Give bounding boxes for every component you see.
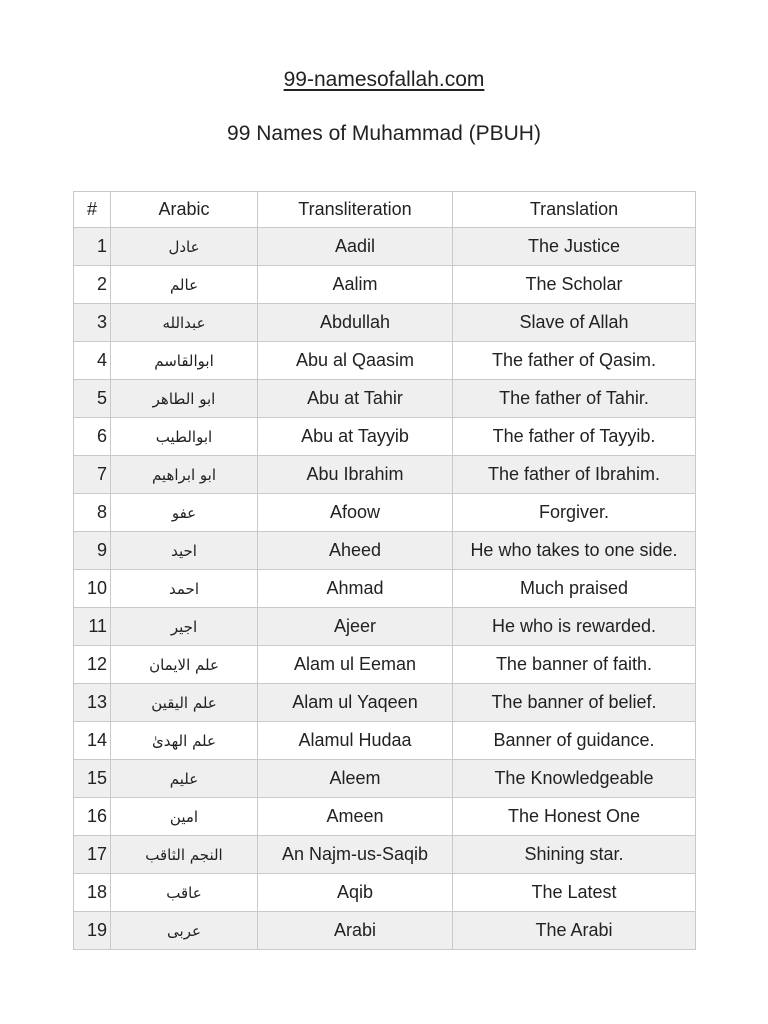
transliteration: Alamul Hudaa <box>258 722 453 760</box>
table-row <box>74 684 696 722</box>
transliteration: Abu Ibrahim <box>258 456 453 494</box>
table-row <box>74 532 696 570</box>
table-body <box>74 228 696 950</box>
arabic-name: ابوالطيب <box>111 418 258 456</box>
column-header-arabic: Arabic <box>111 192 258 228</box>
row-number: 13 <box>74 684 111 722</box>
transliteration: Afoow <box>258 494 453 532</box>
table-row <box>74 912 696 950</box>
transliteration: Arabi <box>258 912 453 950</box>
column-header-number: # <box>74 192 111 228</box>
translation: The father of Ibrahim. <box>453 456 696 494</box>
table-row <box>74 570 696 608</box>
translation: The Arabi <box>453 912 696 950</box>
translation: The father of Tahir. <box>453 380 696 418</box>
row-number: 4 <box>74 342 111 380</box>
translation: Slave of Allah <box>453 304 696 342</box>
arabic-name: النجم الثاقب <box>111 836 258 874</box>
translation: The Justice <box>453 228 696 266</box>
transliteration: Ameen <box>258 798 453 836</box>
arabic-name: عليم <box>111 760 258 798</box>
arabic-name: احمد <box>111 570 258 608</box>
table-row <box>74 228 696 266</box>
table-row <box>74 418 696 456</box>
column-header-transliteration: Transliteration <box>258 192 453 228</box>
arabic-name: امين <box>111 798 258 836</box>
transliteration: Aadil <box>258 228 453 266</box>
row-number: 9 <box>74 532 111 570</box>
table-row <box>74 494 696 532</box>
transliteration: Aqib <box>258 874 453 912</box>
table-row <box>74 266 696 304</box>
row-number: 6 <box>74 418 111 456</box>
arabic-name: عربى <box>111 912 258 950</box>
row-number: 1 <box>74 228 111 266</box>
row-number: 3 <box>74 304 111 342</box>
translation: The Latest <box>453 874 696 912</box>
transliteration: Ajeer <box>258 608 453 646</box>
names-table <box>73 191 696 950</box>
arabic-name: علم الهدىٰ <box>111 722 258 760</box>
transliteration: Alam ul Yaqeen <box>258 684 453 722</box>
translation: Much praised <box>453 570 696 608</box>
table-row <box>74 456 696 494</box>
transliteration: Abu at Tahir <box>258 380 453 418</box>
row-number: 2 <box>74 266 111 304</box>
row-number: 12 <box>74 646 111 684</box>
translation: The banner of faith. <box>453 646 696 684</box>
arabic-name: ابو الطاهر <box>111 380 258 418</box>
translation: He who is rewarded. <box>453 608 696 646</box>
row-number: 18 <box>74 874 111 912</box>
transliteration: An Najm-us-Saqib <box>258 836 453 874</box>
row-number: 10 <box>74 570 111 608</box>
row-number: 14 <box>74 722 111 760</box>
transliteration: Abdullah <box>258 304 453 342</box>
table-row <box>74 836 696 874</box>
translation: The father of Qasim. <box>453 342 696 380</box>
arabic-name: عفو <box>111 494 258 532</box>
row-number: 15 <box>74 760 111 798</box>
table-row <box>74 646 696 684</box>
translation: Forgiver. <box>453 494 696 532</box>
transliteration: Abu al Qaasim <box>258 342 453 380</box>
translation: Banner of guidance. <box>453 722 696 760</box>
row-number: 11 <box>74 608 111 646</box>
table-row <box>74 380 696 418</box>
table-row <box>74 304 696 342</box>
transliteration: Aleem <box>258 760 453 798</box>
row-number: 5 <box>74 380 111 418</box>
arabic-name: عبدالله <box>111 304 258 342</box>
translation: The Scholar <box>453 266 696 304</box>
translation: The Honest One <box>453 798 696 836</box>
arabic-name: علم الايمان <box>111 646 258 684</box>
table-header-row <box>74 192 696 228</box>
arabic-name: ابوالقاسم <box>111 342 258 380</box>
row-number: 16 <box>74 798 111 836</box>
table-row <box>74 608 696 646</box>
row-number: 8 <box>74 494 111 532</box>
arabic-name: احيد <box>111 532 258 570</box>
transliteration: Alam ul Eeman <box>258 646 453 684</box>
row-number: 19 <box>74 912 111 950</box>
arabic-name: ابو ابراهيم <box>111 456 258 494</box>
column-header-translation: Translation <box>453 192 696 228</box>
translation: The banner of belief. <box>453 684 696 722</box>
translation: The Knowledgeable <box>453 760 696 798</box>
arabic-name: عالم <box>111 266 258 304</box>
row-number: 17 <box>74 836 111 874</box>
translation: The father of Tayyib. <box>453 418 696 456</box>
row-number: 7 <box>74 456 111 494</box>
table-row <box>74 342 696 380</box>
table-row <box>74 874 696 912</box>
table-row <box>74 760 696 798</box>
translation: He who takes to one side. <box>453 532 696 570</box>
transliteration: Ahmad <box>258 570 453 608</box>
table-row <box>74 722 696 760</box>
site-link[interactable]: 99-namesofallah.com <box>283 68 485 91</box>
arabic-name: عادل <box>111 228 258 266</box>
arabic-name: علم اليقين <box>111 684 258 722</box>
translation: Shining star. <box>453 836 696 874</box>
arabic-name: عاقب <box>111 874 258 912</box>
table-row <box>74 798 696 836</box>
transliteration: Abu at Tayyib <box>258 418 453 456</box>
transliteration: Aalim <box>258 266 453 304</box>
arabic-name: اجير <box>111 608 258 646</box>
transliteration: Aheed <box>258 532 453 570</box>
page-title: 99 Names of Muhammad (PBUH) <box>227 122 541 145</box>
